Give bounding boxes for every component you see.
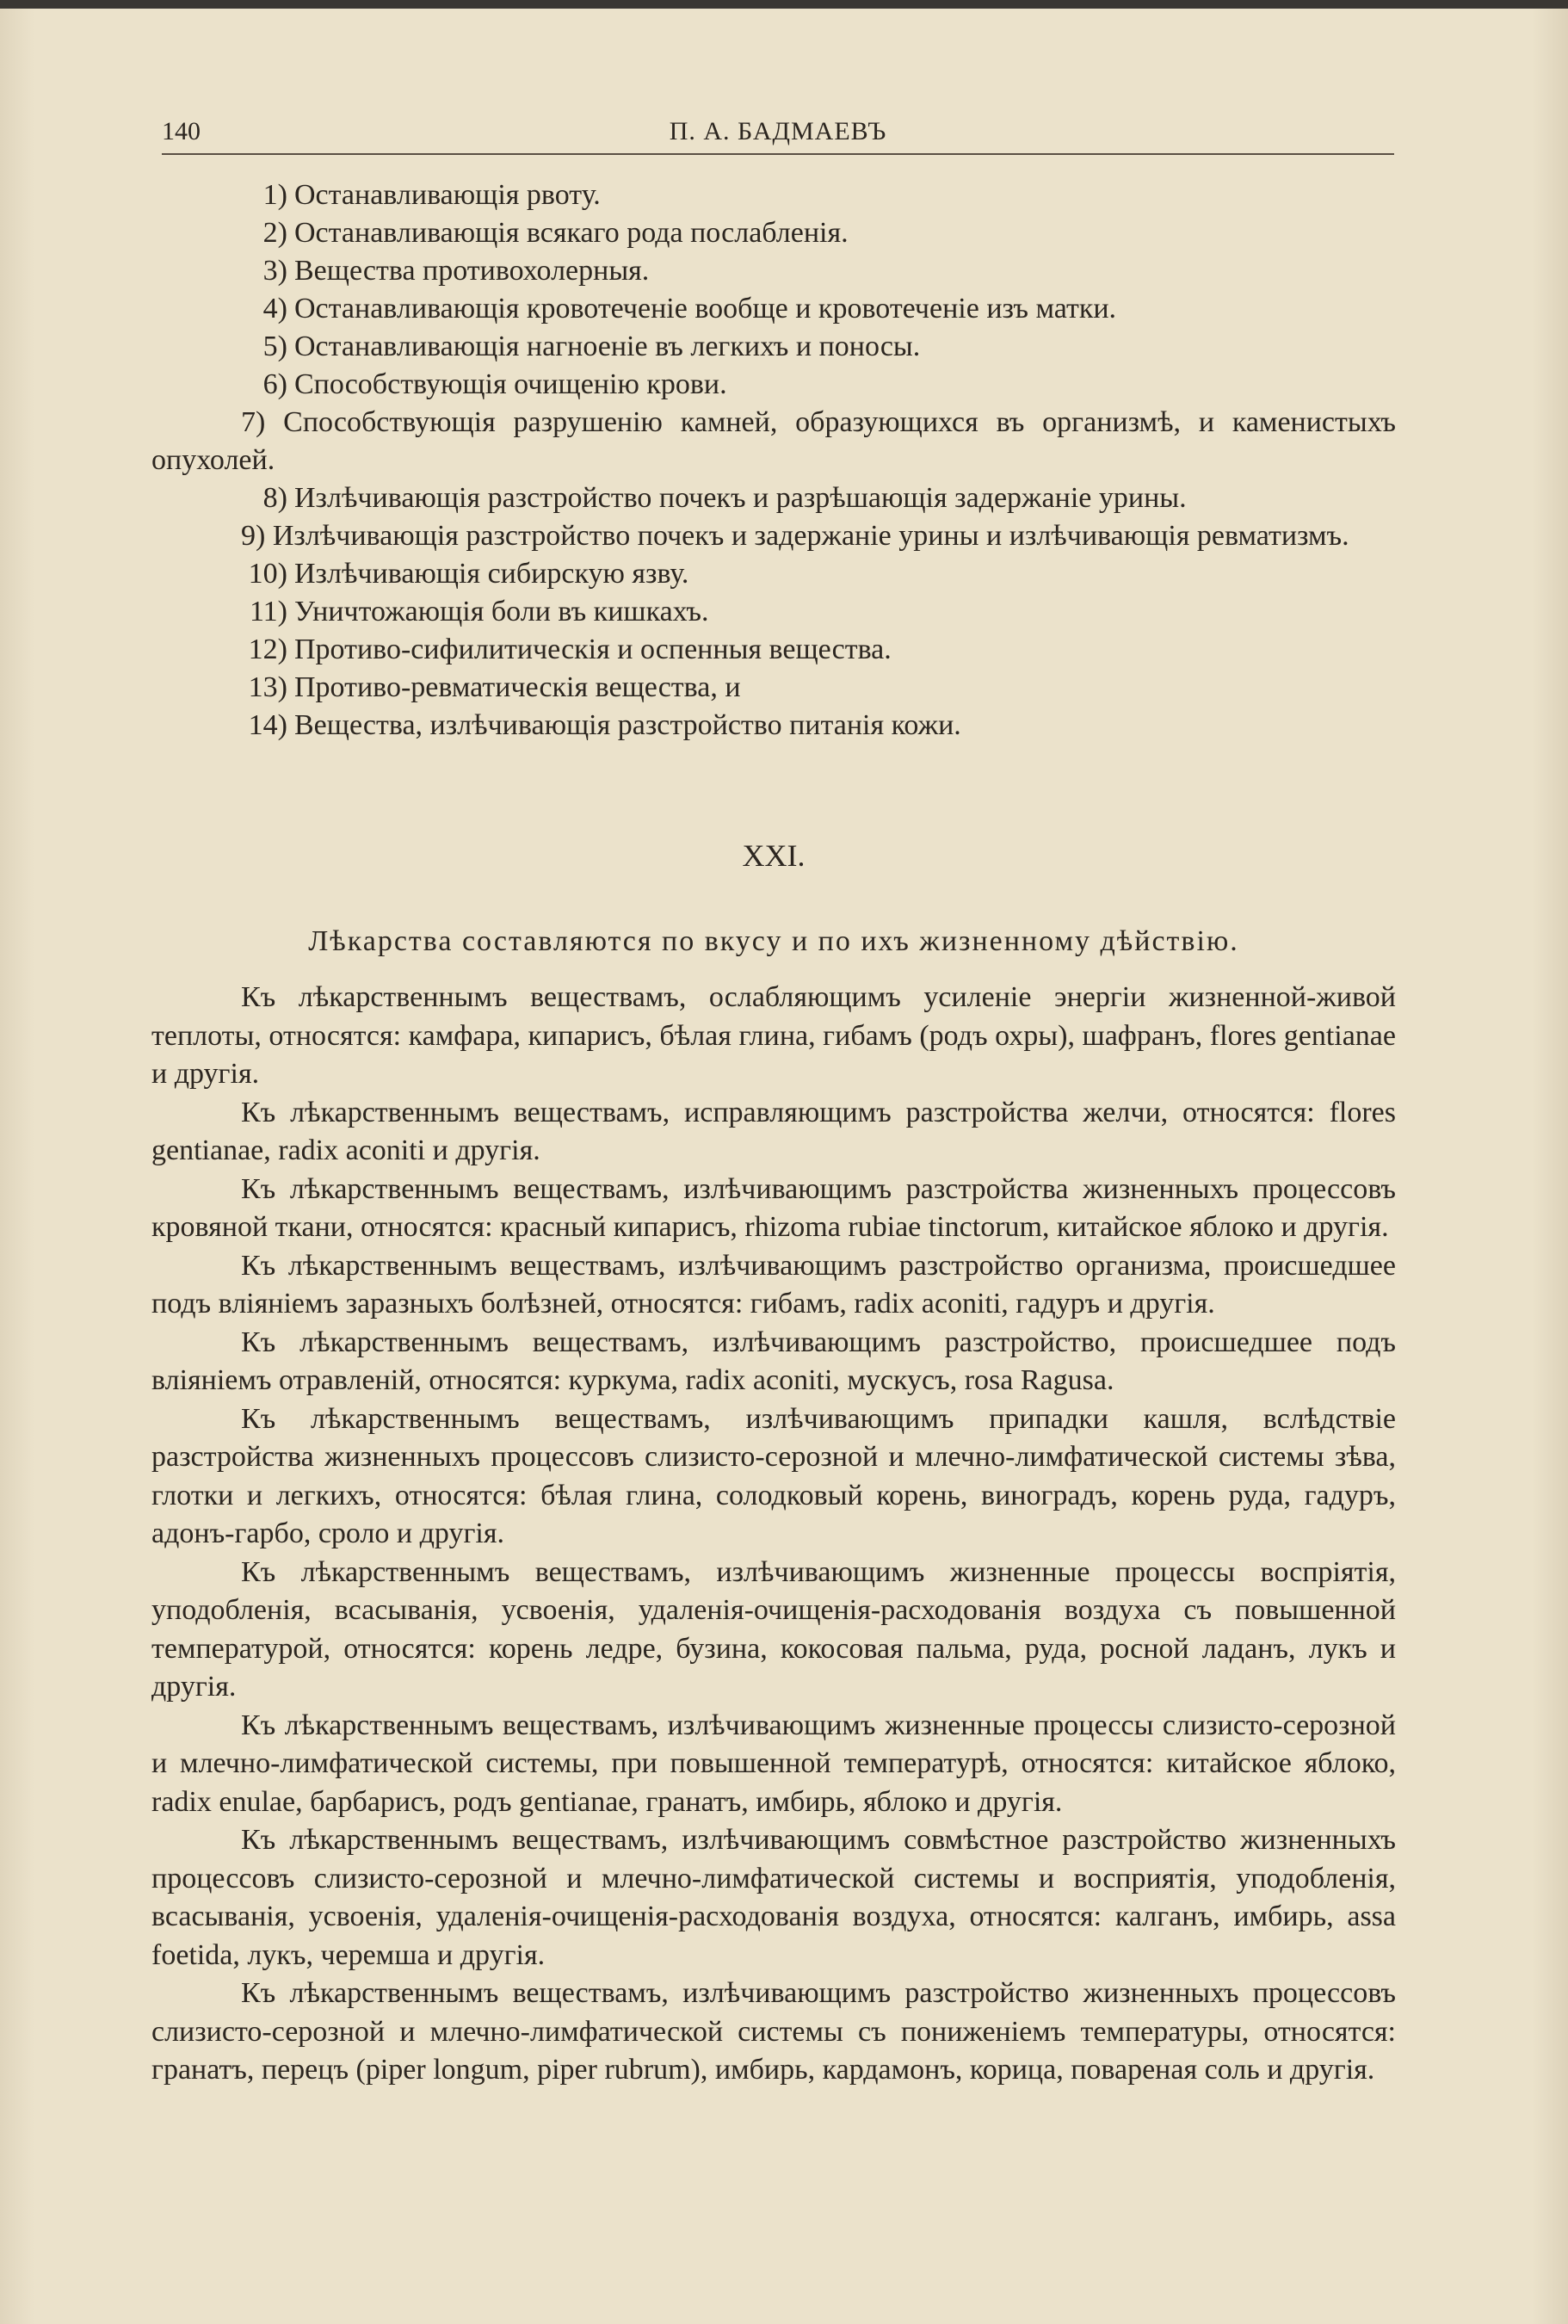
paragraph: Къ лѣкарственнымъ веществамъ, ослабляющимъ усиленіе энергіи жизненной-живой теплоты, относятся: камфара, кипарисъ, бѣлая глина, гибамъ (родъ охры), шафранъ, flores gentianae и другія. bbox=[151, 981, 1396, 1090]
section-title: Лѣкарства составляются по вкусу и по ихъ жизненному дѣйствію. bbox=[308, 925, 1239, 957]
list-item-text: Вещества противохолерныя. bbox=[294, 255, 650, 287]
header-rule bbox=[162, 153, 1394, 155]
list-item bbox=[151, 555, 1396, 593]
list-item-text: Вещества, излѣчивающія разстройство питанія кожи. bbox=[294, 709, 961, 741]
paragraph: Къ лѣкарственнымъ веществамъ, излѣчивающимъ разстройство, происшедшее подъ вліяніемъ отравленій, относятся: куркума, radix aconiti, мускусъ, rosa Ragusa. bbox=[151, 1326, 1396, 1396]
list-item-number: 8) bbox=[262, 482, 287, 514]
list-item-text: Останавливающія рвоту. bbox=[294, 179, 601, 211]
paragraph: Къ лѣкарственнымъ веществамъ, излѣчивающимъ припадки кашля, вслѣдствіе разстройства жизненныхъ процессовъ слизисто-серозной и млечно-лимфатической системы зѣва, глотки и легкихъ, относятся: бѣлая глина, солодковый корень, виноградъ, корень руда, гадуръ, адонъ-гарбо, сроло и другія. bbox=[151, 1402, 1396, 1549]
list-item bbox=[151, 593, 1396, 631]
list-item bbox=[151, 517, 1396, 555]
list-item-number: 9) bbox=[241, 520, 266, 552]
list-item-text: Противо-ревматическія вещества, и bbox=[294, 671, 741, 703]
list-item-number: 11) bbox=[249, 596, 287, 627]
list-item-text: Останавливающія кровотеченіе вообще и кровотеченіе изъ матки. bbox=[294, 293, 1117, 324]
list-item bbox=[151, 366, 1396, 404]
page-header bbox=[162, 117, 1394, 151]
paragraph: Къ лѣкарственнымъ веществамъ, излѣчивающимъ разстройство организма, происшедшее подъ вліяніемъ заразныхъ болѣзней, относятся: гибамъ, radix aconiti, гадуръ и другія. bbox=[151, 1249, 1396, 1320]
list-item-text: Уничтожающія боли въ кишкахъ. bbox=[294, 596, 709, 627]
list-item bbox=[151, 707, 1396, 745]
list-item-text: Способствующія разрушенію камней, образующихся въ организмѣ, и каменистыхъ опухолей. bbox=[151, 406, 1397, 476]
paragraph: Къ лѣкарственнымъ веществамъ, излѣчивающимъ разстройства жизненныхъ процессовъ кровяной ткани, относятся: красный кипарисъ, rhizoma rubiae tinctorum, китайское яблоко и другія. bbox=[151, 1172, 1396, 1243]
list-item-text: Излѣчивающія разстройство почекъ и задержаніе урины и излѣчивающія ревматизмъ. bbox=[272, 520, 1349, 552]
list-item bbox=[151, 252, 1396, 290]
list-item-text: Излѣчивающія разстройство почекъ и разрѣшающія задержаніе урины. bbox=[294, 482, 1187, 514]
list-item-number: 10) bbox=[248, 558, 287, 590]
list-item bbox=[151, 214, 1396, 252]
list-item-number: 2) bbox=[262, 217, 287, 249]
list-item-number: 1) bbox=[262, 179, 287, 211]
list-item-text: Останавливающія всякаго рода послабленія. bbox=[294, 217, 849, 249]
list-item-number: 3) bbox=[262, 255, 287, 287]
list-item bbox=[151, 290, 1396, 328]
list-item-number: 12) bbox=[248, 634, 287, 665]
paragraph: Къ лѣкарственнымъ веществамъ, исправляющимъ разстройства желчи, относятся: flores gentianae, radix aconiti и другія. bbox=[151, 1096, 1396, 1166]
list-item bbox=[151, 404, 1396, 479]
paragraph: Къ лѣкарственнымъ веществамъ, излѣчивающимъ разстройство жизненныхъ процессовъ слизисто-серозной и млечно-лимфатической системы съ пониженіемъ температуры, относятся: гранатъ, перецъ (piper longum, piper rubrum), имбирь, кардамонъ, корица, повареная соль и другія. bbox=[151, 1977, 1396, 2086]
list-item bbox=[151, 176, 1396, 214]
paragraph: Къ лѣкарственнымъ веществамъ, излѣчивающимъ жизненные процессы слизисто-серозной и млечно-лимфатической системы, при повышенной температурѣ, относятся: китайское яблоко, radix enulae, барбарисъ, родъ gentianae, гранатъ, имбирь, яблоко и другія. bbox=[151, 1709, 1396, 1818]
list-item-number: 4) bbox=[262, 293, 287, 324]
list-item-number: 7) bbox=[241, 406, 266, 438]
list-item-text: Противо-сифилитическія и оспенныя вещества. bbox=[294, 634, 892, 665]
list-item bbox=[151, 669, 1396, 707]
list-item-number: 5) bbox=[262, 331, 287, 362]
paragraph: Къ лѣкарственнымъ веществамъ, излѣчивающимъ совмѣстное разстройство жизненныхъ процессовъ слизисто-серозной и млечно-лимфатической системы и восприятія, уподобленія, всасыванія, усвоенія, удаленія-очищенія-расходованія воздуха, относятся: калганъ, имбирь, assa foetida, лукъ, черемша и другія. bbox=[151, 1824, 1396, 1971]
section-number: XXI. bbox=[742, 838, 806, 873]
running-title: П. А. БАДМАЕВЪ bbox=[669, 117, 887, 145]
numbered-list bbox=[151, 176, 1396, 745]
list-item bbox=[151, 479, 1396, 517]
page-number: 140 bbox=[162, 117, 201, 145]
list-item-text: Излѣчивающія сибирскую язву. bbox=[294, 558, 689, 590]
scan-top-edge bbox=[0, 0, 1568, 9]
list-item-number: 13) bbox=[248, 671, 287, 703]
list-item-text: Останавливающія нагноеніе въ легкихъ и поносы. bbox=[294, 331, 921, 362]
list-item-number: 14) bbox=[248, 709, 287, 741]
list-item bbox=[151, 631, 1396, 669]
body-text bbox=[151, 979, 1396, 2090]
list-item-number: 6) bbox=[262, 368, 287, 400]
paragraph: Къ лѣкарственнымъ веществамъ, излѣчивающимъ жизненные процессы воспріятія, уподобленія, всасыванія, усвоенія, удаленія-очищенія-расходованія воздуха съ повышенной температурой, относятся: корень ледре, бузина, кокосовая пальма, руда, росной ладанъ, лукъ и другія. bbox=[151, 1555, 1396, 1703]
list-item bbox=[151, 328, 1396, 366]
page-content bbox=[151, 176, 1396, 2090]
list-item-text: Способствующія очищенію крови. bbox=[294, 368, 727, 400]
